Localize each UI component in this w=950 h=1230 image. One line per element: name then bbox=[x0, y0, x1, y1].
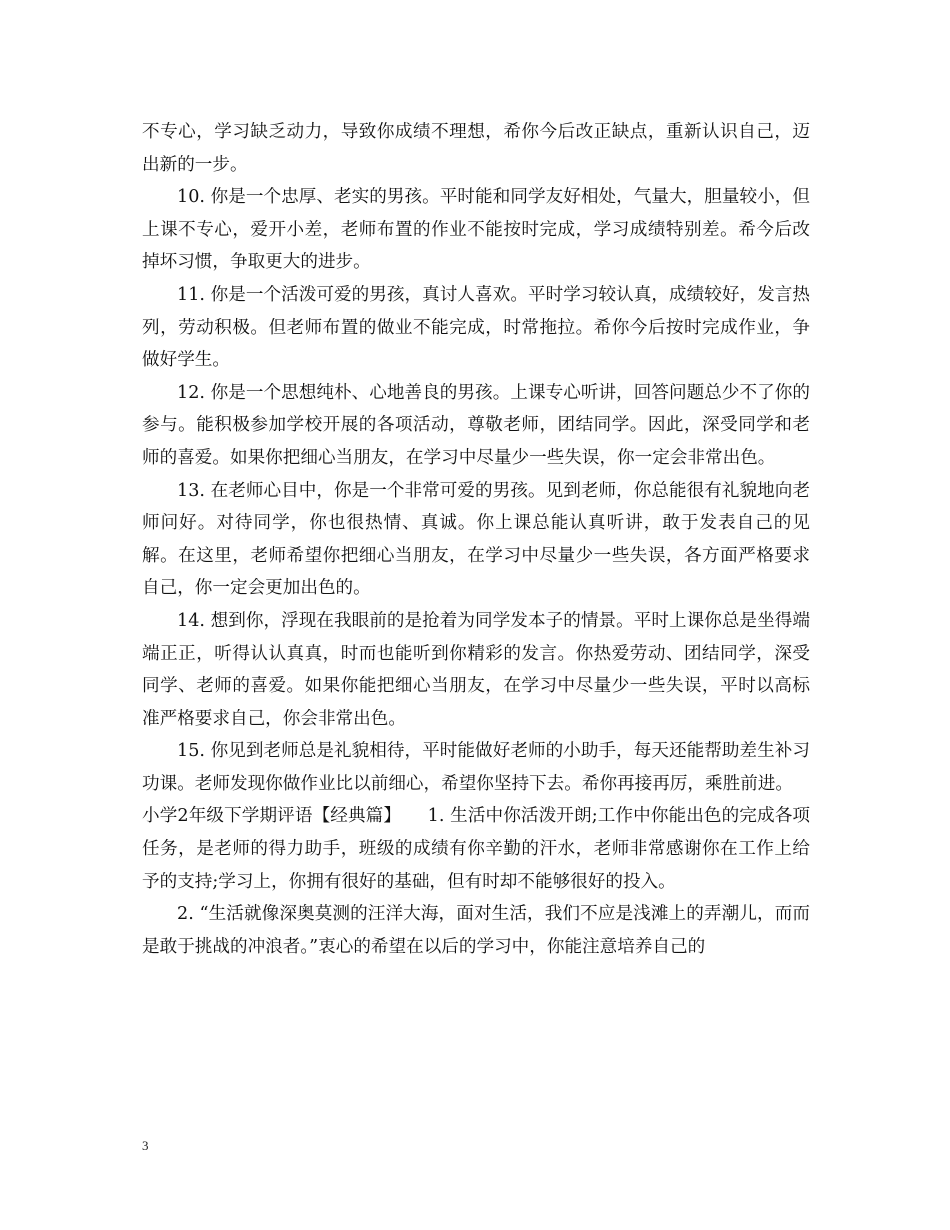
document-body bbox=[142, 116, 810, 963]
paragraph-section-classic: 小学2年级下学期评语【经典篇】 1. 生活中你活泼开朗;工作中你能出色的完成各项任务，是老师的得力助手，班级的成绩有你辛勤的汗水，老师非常感谢你在工作上给予的支持;学习上，你拥有很好的基础，但有时却不能够很好的投入。 bbox=[142, 806, 810, 892]
paragraph-comment-13: 13. 在老师心目中，你是一个非常可爱的男孩。见到老师，你总能很有礼貌地向老师问好。对待同学，你也很热情、真诚。你上课总能认真听讲，敢于发表自己的见解。在这里，老师希望你把细心当朋友，在学习中尽量少一些失误，各方面严格要求自己，你一定会更加出色的。 bbox=[142, 480, 810, 599]
paragraph-comment-11: 11. 你是一个活泼可爱的男孩，真讨人喜欢。平时学习较认真，成绩较好，发言热列，劳动积极。但老师布置的做业不能完成，时常拖拉。希你今后按时完成作业，争做好学生。 bbox=[142, 284, 810, 371]
paragraph-comment-10: 10. 你是一个忠厚、老实的男孩。平时能和同学友好相处，气量大，胆量较小，但上课不专心，爱开小差，老师布置的作业不能按时完成，学习成绩特别差。希今后改掉坏习惯，争取更大的进步。 bbox=[142, 187, 810, 273]
paragraph-continuation: 不专心，学习缺乏动力，导致你成绩不理想，希你今后改正缺点，重新认识自己，迈出新的一步。 bbox=[142, 122, 810, 175]
paragraph-comment-12: 12. 你是一个思想纯朴、心地善良的男孩。上课专心听讲，回答问题总少不了你的参与。能积极参加学校开展的各项活动，尊敬老师，团结同学。因此，深受同学和老师的喜爱。如果你把细心当朋友，在学习中尽量少一些失误，你一定会非常出色。 bbox=[142, 382, 810, 468]
paragraph-comment-15: 15. 你见到老师总是礼貌相待，平时能做好老师的小助手，每天还能帮助差生补习功课。老师发现你做作业比以前细心，希望你坚持下去。希你再接再厉，乘胜前进。 bbox=[142, 741, 810, 794]
paragraph-comment-2: 2. “生活就像深奥莫测的汪洋大海，面对生活，我们不应是浅滩上的弄潮儿，而而是敢于挑战的冲浪者。”衷心的希望在以后的学习中，你能注意培养自己的 bbox=[142, 904, 810, 957]
paragraph-comment-14: 14. 想到你，浮现在我眼前的是抢着为同学发本子的情景。平时上课你总是坐得端端正正，听得认认真真，时而也能听到你精彩的发言。你热爱劳动、团结同学，深受同学、老师的喜爱。如果你能把细心当朋友，在学习中尽量少一些失误，平时以高标准严格要求自己，你会非常出色。 bbox=[142, 610, 810, 729]
page-number: 3 bbox=[142, 1138, 149, 1153]
